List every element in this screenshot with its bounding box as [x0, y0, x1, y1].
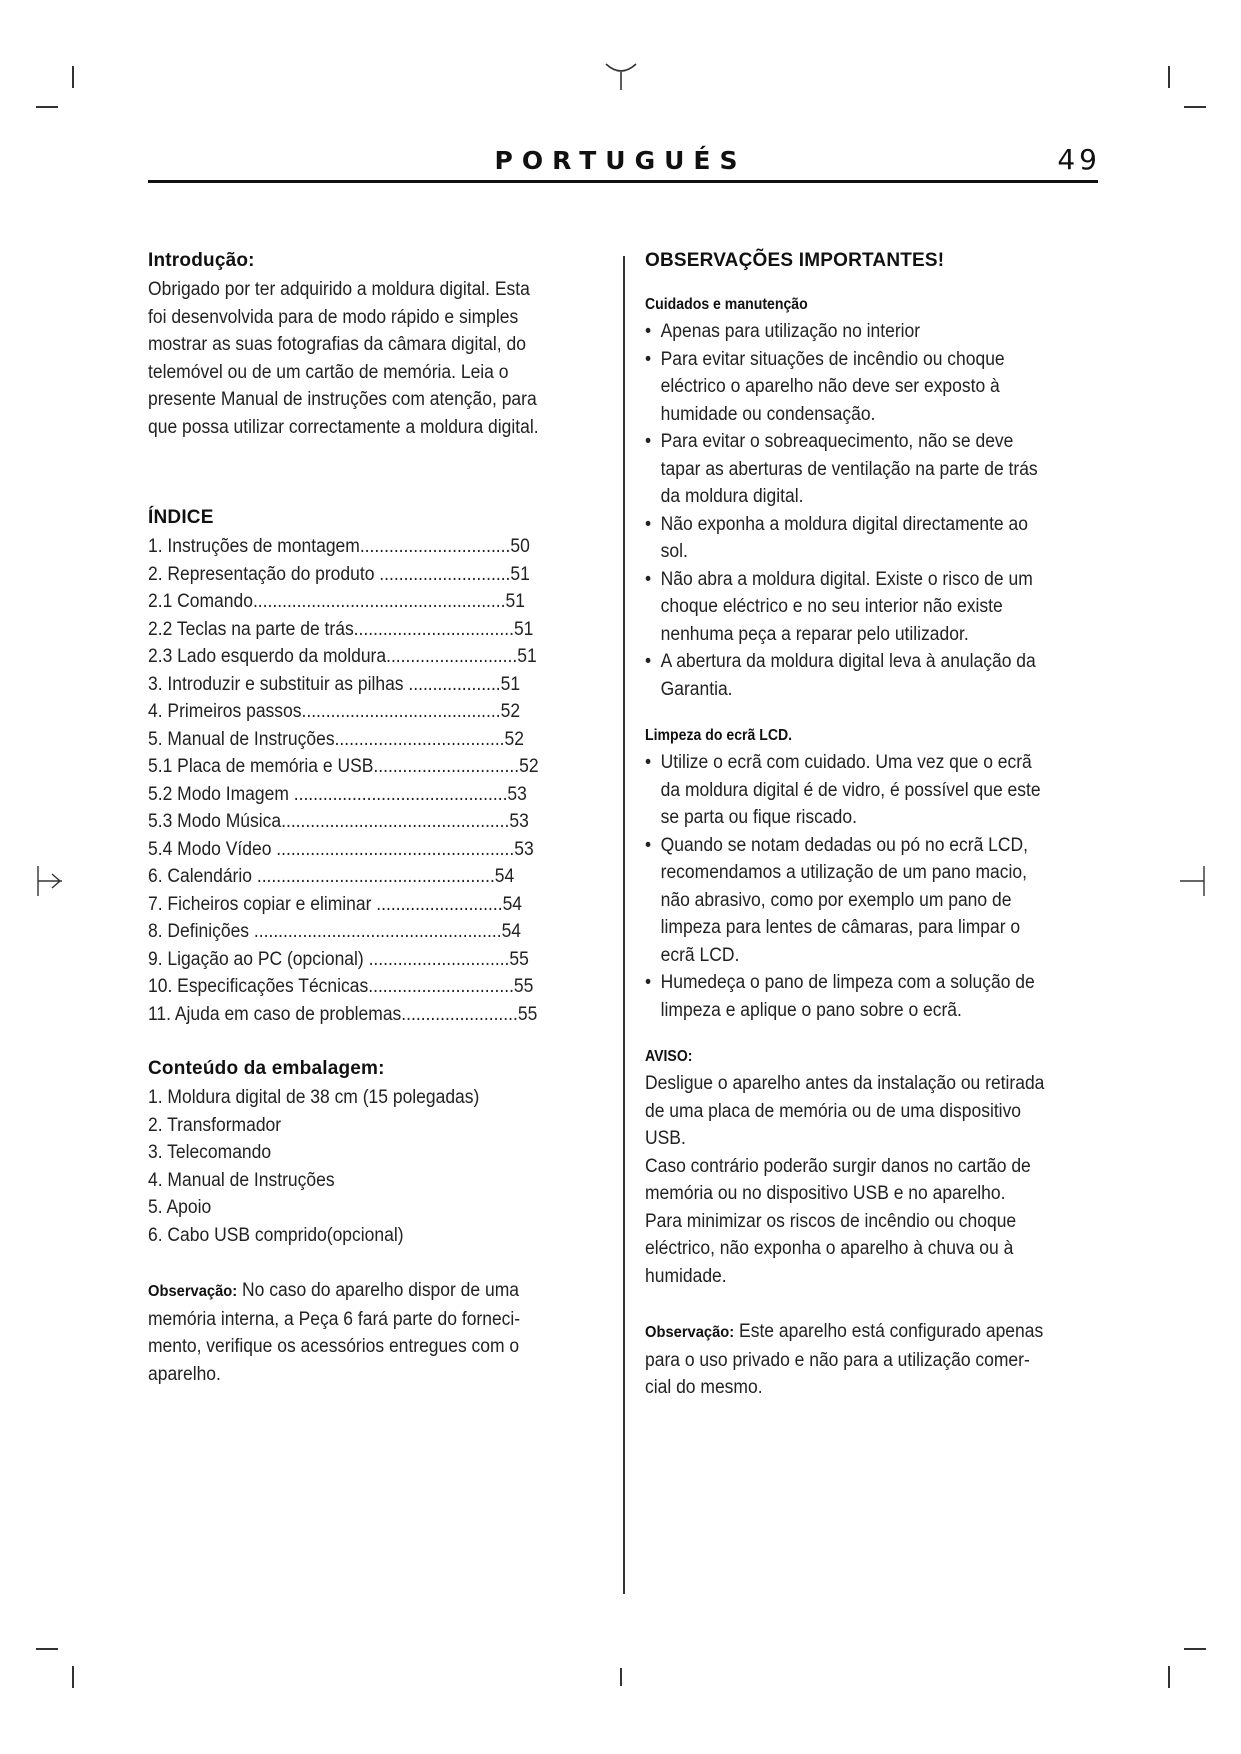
index-entry: 2.1 Comando....................................................51 — [148, 591, 525, 612]
important-heading: OBSERVAÇÕES IMPORTANTES! — [645, 250, 945, 271]
crop-mark — [36, 106, 58, 108]
index-entry: 3. Introduzir e substituir as pilhas ...................51 — [148, 673, 521, 695]
note-left-line: aparelho. — [148, 1363, 221, 1385]
package-item: 4. Manual de Instruções — [148, 1169, 335, 1191]
bullet-text: da moldura digital. — [660, 486, 804, 507]
crop-mark — [1168, 66, 1170, 88]
index-entry: 1. Instruções de montagem...............................50 — [148, 536, 530, 557]
note-right — [645, 1318, 1102, 1402]
index-entry: 9. Ligação ao PC (opcional) .............................55 — [148, 948, 529, 970]
bullet-text: Para evitar o sobreaquecimento, não se deve — [660, 431, 1014, 452]
note-right-first-line — [645, 1318, 1102, 1347]
bullet-text: Para evitar situações de incêndio ou choque — [660, 348, 1005, 370]
index-list — [148, 533, 600, 1028]
registration-mark-top — [604, 60, 638, 92]
lcd-bullet — [645, 832, 1102, 970]
index-entry: 5.1 Placa de memória e USB..............................52 — [148, 756, 539, 777]
package-list — [148, 1084, 600, 1249]
registration-mark-bottom — [620, 1668, 622, 1686]
index-entry: 4. Primeiros passos.........................................52 — [148, 701, 521, 722]
bullet-icon: • — [645, 834, 652, 856]
index-entry: 5.4 Modo Vídeo .................................................53 — [148, 838, 534, 860]
warning-line: Caso contrário poderão surgir danos no cartão de — [645, 1155, 1031, 1177]
index-entry: 5.2 Modo Imagem ............................................53 — [148, 783, 527, 805]
bullet-icon: • — [645, 348, 652, 370]
bullet-text: Garantia. — [660, 678, 733, 700]
index-entry: 5.3 Modo Música...............................................53 — [148, 811, 529, 832]
column-divider — [623, 256, 625, 1594]
warning-line: Para minimizar os riscos de incêndio ou choque — [645, 1210, 1017, 1232]
intro-paragraph — [148, 276, 600, 441]
care-bullet — [645, 648, 1102, 703]
intro-line: telemóvel ou de um cartão de memória. Leia o — [148, 361, 509, 383]
bullet-text: Não abra a moldura digital. Existe o risco de um — [660, 568, 1033, 590]
bullet-text: Utilize o ecrã com cuidado. Uma vez que o ecrã — [660, 752, 1032, 773]
intro-line: foi desenvolvida para de modo rápido e simples — [148, 306, 519, 328]
warning-line: Desligue o aparelho antes da instalação ou retirada — [645, 1073, 1045, 1094]
note-right-label: Observação: — [645, 1324, 735, 1341]
package-item: 6. Cabo USB comprido(opcional) — [148, 1224, 404, 1246]
crop-mark — [36, 1648, 58, 1650]
note-left-label: Observação: — [148, 1283, 238, 1300]
crop-mark — [1184, 1648, 1206, 1650]
index-entry: 2.2 Teclas na parte de trás.................................51 — [148, 618, 534, 640]
note-left-line: mento, verifique os acessórios entregues com o — [148, 1336, 520, 1357]
bullet-icon: • — [645, 651, 652, 672]
bullet-text: limpeza para lentes de câmaras, para limpar o — [660, 917, 1021, 938]
bullet-icon: • — [645, 972, 652, 993]
bullet-text: A abertura da moldura digital leva à anulação da — [660, 651, 1036, 672]
warning-text — [645, 1070, 1102, 1290]
intro-heading: Introdução: — [148, 250, 255, 271]
package-item: 1. Moldura digital de 38 cm (15 polegadas) — [148, 1087, 480, 1108]
bullet-icon: • — [645, 431, 652, 452]
bullet-text: eléctrico o aparelho não deve ser exposto à — [660, 376, 1000, 397]
index-entry: 7. Ficheiros copiar e eliminar ..........................54 — [148, 893, 523, 915]
note-left-line: memória interna, a Peça 6 fará parte do forneci- — [148, 1308, 521, 1330]
registration-mark-left — [34, 864, 64, 898]
note-right-line: para o uso privado e não para a utilização comer- — [645, 1349, 1030, 1371]
bullet-text: Apenas para utilização no interior — [660, 321, 921, 342]
index-entry: 6. Calendário .................................................54 — [148, 866, 515, 887]
bullet-icon: • — [645, 752, 652, 773]
note-left-text: No caso do aparelho dispor de uma — [237, 1280, 519, 1301]
care-bullet — [645, 566, 1102, 649]
crop-mark — [72, 66, 74, 88]
bullet-text: recomendamos a utilização de um pano macio, — [660, 862, 1027, 883]
note-right-text: Este aparelho está configurado apenas — [734, 1321, 1044, 1342]
index-entry: 10. Especificações Técnicas..............................55 — [148, 976, 534, 997]
left-column — [148, 250, 603, 1388]
warning-heading: AVISO: — [645, 1048, 693, 1065]
warning-line: memória ou no dispositivo USB e no aparelho. — [645, 1183, 1006, 1204]
intro-line: mostrar as suas fotografias da câmara digital, do — [148, 334, 526, 355]
bullet-icon: • — [645, 568, 652, 590]
page-header-title: PORTUGUÉS — [494, 146, 747, 175]
care-bullet — [645, 346, 1102, 429]
lcd-list — [645, 749, 1102, 1024]
bullet-text: não abrasivo, como por exemplo um pano de — [660, 889, 1012, 911]
warning-line: humidade. — [645, 1265, 727, 1287]
bullet-text: Humedeça o pano de limpeza com a solução de — [660, 972, 1035, 993]
note-left — [148, 1277, 600, 1388]
bullet-text: ecrã LCD. — [660, 944, 740, 966]
note-left-first-line — [148, 1277, 600, 1306]
bullet-text: choque eléctrico e no seu interior não existe — [660, 596, 1003, 617]
bullet-text: tapar as aberturas de ventilação na parte de trás — [660, 458, 1038, 480]
lcd-bullet — [645, 749, 1102, 832]
intro-line: Obrigado por ter adquirido a moldura digital. Esta — [148, 279, 530, 300]
care-bullet — [645, 428, 1102, 511]
index-entry: 11. Ajuda em caso de problemas........................55 — [148, 1003, 538, 1025]
package-heading: Conteúdo da embalagem: — [148, 1058, 385, 1079]
bullet-icon: • — [645, 321, 652, 342]
crop-mark — [72, 1666, 74, 1688]
intro-line: presente Manual de instruções com atenção, para — [148, 389, 537, 410]
warning-line: de uma placa de memória ou de uma dispositivo — [645, 1100, 1022, 1122]
warning-line: USB. — [645, 1128, 686, 1149]
bullet-icon: • — [645, 513, 652, 535]
lcd-bullet — [645, 969, 1102, 1024]
page-number: 49 — [1057, 143, 1101, 176]
bullet-text: Não exponha a moldura digital directamente ao — [660, 513, 1028, 535]
package-item: 3. Telecomando — [148, 1142, 272, 1163]
care-bullet — [645, 511, 1102, 566]
package-item: 5. Apoio — [148, 1197, 212, 1218]
care-list — [645, 318, 1102, 703]
right-column — [645, 250, 1105, 1402]
bullet-text: nenhuma peça a reparar pelo utilizador. — [660, 623, 969, 645]
package-item: 2. Transformador — [148, 1114, 282, 1136]
note-right-line: cial do mesmo. — [645, 1377, 763, 1398]
crop-mark — [1184, 106, 1206, 108]
index-entry: 8. Definições ...................................................54 — [148, 921, 522, 942]
warning-line: eléctrico, não exponha o aparelho à chuva ou à — [645, 1238, 1014, 1259]
header-rule — [148, 180, 1098, 183]
bullet-text: da moldura digital é de vidro, é possível que este — [660, 779, 1041, 801]
care-bullet — [645, 318, 1102, 346]
bullet-text: limpeza e aplique o pano sobre o ecrã. — [660, 999, 962, 1021]
index-entry: 2. Representação do produto ...........................51 — [148, 563, 530, 585]
index-entry: 2.3 Lado esquerdo da moldura...........................51 — [148, 646, 537, 667]
crop-mark — [1168, 1666, 1170, 1688]
index-heading: ÍNDICE — [148, 507, 214, 528]
bullet-text: humidade ou condensação. — [660, 403, 876, 425]
lcd-heading: Limpeza do ecrã LCD. — [645, 727, 793, 744]
bullet-text: Quando se notam dedadas ou pó no ecrã LCD, — [660, 834, 1028, 856]
bullet-text: se parta ou fique riscado. — [660, 807, 857, 828]
care-heading: Cuidados e manutenção — [645, 296, 808, 313]
bullet-text: sol. — [660, 541, 688, 562]
intro-line: que possa utilizar correctamente a moldura digital. — [148, 416, 539, 438]
index-entry: 5. Manual de Instruções...................................52 — [148, 728, 524, 750]
registration-mark-right — [1178, 864, 1208, 898]
